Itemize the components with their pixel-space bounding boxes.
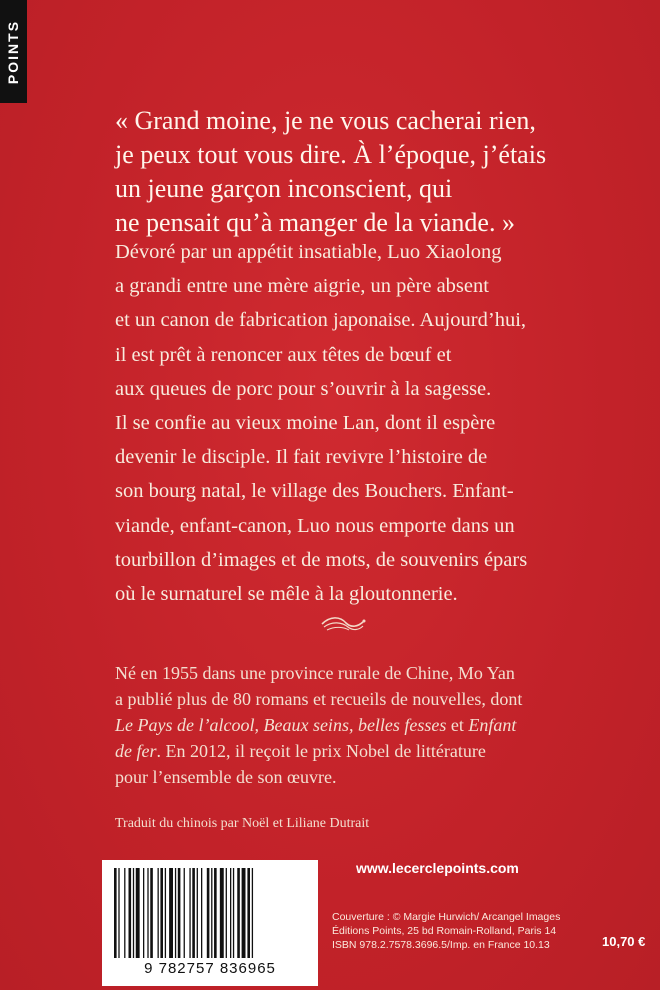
credit-line: ISBN 978.2.7578.3696.5/Imp. en France 10.13 <box>332 939 550 951</box>
quote-line: ne pensait qu’à manger de la viande. » <box>115 208 515 237</box>
quote-line: « Grand moine, je ne vous cacherai rien, <box>115 106 536 135</box>
summary-line: où le surnaturel se mêle à la gloutonnerie. <box>115 583 458 606</box>
credit-line: Éditions Points, 25 bd Romain-Rolland, Paris 14 <box>332 925 557 937</box>
bio-line <box>115 712 655 738</box>
bio-line: a publié plus de 80 romans et recueils de nouvelles, dont <box>115 689 523 709</box>
publisher-website[interactable]: www.lecerclepoints.com <box>356 860 519 876</box>
publisher-logo-text: POINTS <box>5 19 21 85</box>
isbn-barcode <box>102 860 318 986</box>
summary-line: Dévoré par un appétit insatiable, Luo Xiaolong <box>115 241 502 263</box>
summary-line: viande, enfant-canon, Luo nous emporte dans un <box>115 514 515 537</box>
book-title: Enfant <box>468 715 517 735</box>
credit-line: Couverture : © Margie Hurwich/ Arcangel Images <box>332 911 561 923</box>
bio-line <box>115 738 655 764</box>
book-title: Le Pays de l’alcool, <box>115 715 259 735</box>
barcode-number: 9 782757 836965 <box>144 960 276 977</box>
summary-line: a grandi entre une mère aigrie, un père absent <box>115 275 489 298</box>
quote-line: un jeune garçon inconscient, qui <box>115 174 453 203</box>
summary-line: devenir le disciple. Il fait revivre l’histoire de <box>115 446 488 469</box>
translator-credit: Traduit du chinois par Noël et Liliane Dutrait <box>115 816 370 831</box>
summary-line: tourbillon d’images et de mots, de souvenirs épars <box>115 548 528 571</box>
price-label: 10,70 € <box>602 934 646 949</box>
summary-line: il est prêt à renoncer aux têtes de bœuf et <box>115 343 452 366</box>
summary-line: aux queues de porc pour s’ouvrir à la sagesse. <box>115 377 492 400</box>
barcode-bars <box>110 868 310 960</box>
publisher-logo-tab <box>0 0 27 103</box>
quote-line: je peux tout vous dire. À l’époque, j’étais <box>115 140 547 169</box>
book-summary <box>115 235 655 611</box>
bio-text: . En 2012, il reçoit le prix Nobel de littérature <box>156 741 486 761</box>
author-bio <box>115 660 655 790</box>
book-title: Beaux seins, belles fesses <box>263 715 447 735</box>
summary-line: et un canon de fabrication japonaise. Aujourd’hui, <box>115 309 527 332</box>
book-title: de fer <box>115 741 157 761</box>
summary-line: Il se confie au vieux moine Lan, dont il espère <box>115 412 496 435</box>
flourish-ornament-icon <box>318 612 368 636</box>
publication-credits <box>332 910 560 952</box>
bio-conjunction: et <box>446 715 469 735</box>
bio-line: pour l’ensemble de son œuvre. <box>115 767 337 787</box>
opening-quote <box>115 104 655 240</box>
bio-line: Né en 1955 dans une province rurale de Chine, Mo Yan <box>115 663 515 683</box>
summary-line: son bourg natal, le village des Bouchers. Enfant- <box>115 480 514 503</box>
